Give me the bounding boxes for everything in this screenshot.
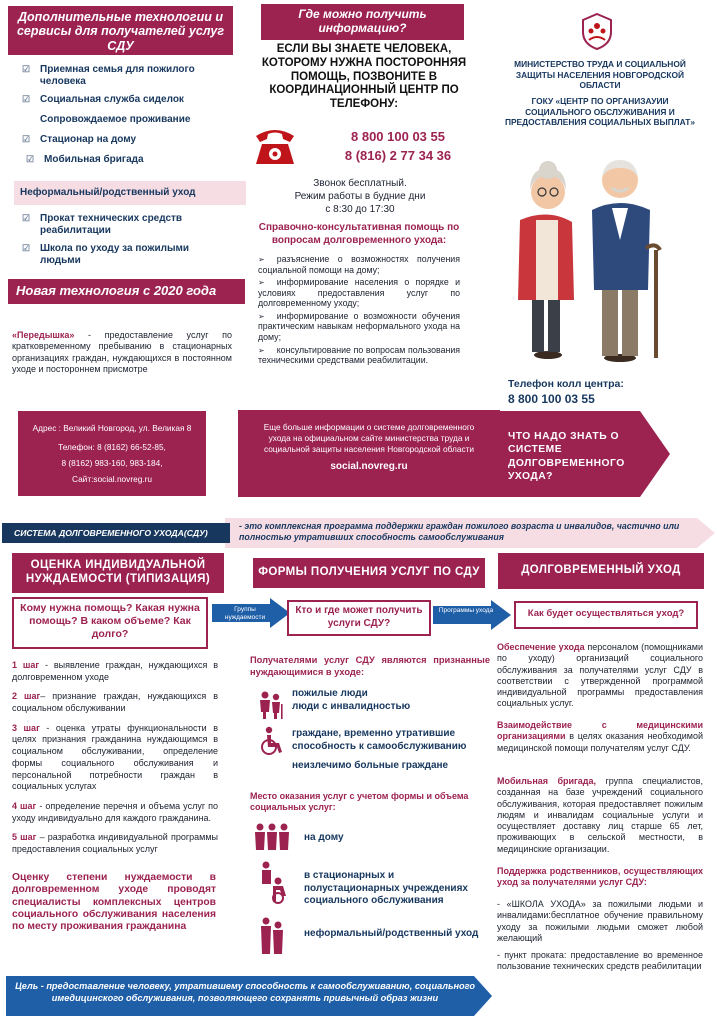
assessment-header: ОЦЕНКА ИНДИВИДУАЛЬНОЙ НУЖДАЕМОСТИ (ТИПИЗАЦИЯ) [12, 553, 224, 593]
peredyshka-text: «Передышка» - предоставление услуг по кратковременному пребыванию в стационарных организациях граждан, нуждающихся в постоянном уходе и постороннем присмотре [12, 330, 232, 374]
care-provision-text: Обеспечение ухода персоналом (помощниками по уходу) организаций социального обслуживания за получателями услуг СДУ в соответствии с утвержденной программой индивидуальной программы предоставления социальных услуг. [497, 642, 704, 709]
list-item: ☑ Прокат технических средств реабилитации [22, 213, 183, 236]
telephone-icon [250, 124, 300, 168]
recipients-group-1: пожилые люди люди с инвалидностью [292, 688, 411, 712]
step-item: 1 шаг - выявление граждан, нуждающихся в долговременном уходе [12, 660, 218, 682]
call-center: Телефон колл центра: 8 800 100 03 55 [508, 377, 698, 407]
list-item: ☑ Социальная служба сиделок [22, 94, 184, 105]
phone-numbers [318, 128, 478, 166]
ministry-name: МИНИСТЕРСТВО ТРУДА И СОЦИАЛЬНОЙ ЗАЩИТЫ НАСЕЛЕНИЯ НОВГОРОДСКОЙ ОБЛАСТИ [514, 59, 686, 90]
recipients-group-2: граждане, временно утратившие способность к самообслуживанию неизлечимо больные граждане [292, 728, 467, 771]
step-item: 2 шаг– признание граждан, нуждающихся в социальном обслуживании [12, 691, 218, 714]
checkbox-icon: ☑ [22, 134, 31, 144]
elderly-people-icon [256, 690, 284, 720]
checkbox-icon: ☑ [22, 64, 31, 74]
phone-2[interactable]: 8 (816) 2 77 34 36 [344, 147, 452, 163]
forms-header: ФОРМЫ ПОЛУЧЕНИЯ УСЛУГ ПО СДУ [253, 558, 485, 588]
care-school-text: - «ШКОЛА УХОДА» за пожилыми людьми и инвалидами:бесплатное обучение правильному уходу за пожилыми людьми сможет любой желающий [497, 899, 703, 943]
care-programs-arrow [433, 600, 511, 630]
how-care-question: Как будет осуществляться уход? [514, 601, 698, 629]
help-list [258, 254, 460, 368]
list-item: ☑ Стационар на дому [22, 134, 137, 145]
place-stationary: в стационарных и полустационарных учреждениях социального обслуживания [304, 870, 468, 906]
checkbox-icon: ☑ [22, 213, 31, 223]
home-care-icon [252, 822, 292, 852]
goal-text: Цель - предоставление человеку, утратившему способность к самообслуживанию, социального имедицинского обслуживания, позволяющего сохранять привычный образ жизни [15, 981, 475, 1003]
sds-description: - это комплексная программа поддержки граждан пожилого возраста и инвалидов, частично или полностью утративших способность самообслуживания [239, 521, 680, 542]
extra-services-list [22, 64, 232, 172]
address-block: Адрес : Великий Новгород, ул. Великая 8 Телефон: 8 (8162) 66-52-85, 8 (8162) 983-160, 983-184, Сайт:social.novreg.ru [18, 411, 206, 496]
list-item: ☑ Приемная семья для пожилого человека [22, 64, 195, 87]
list-item: ➢ консультирование по вопросам пользования техническими средствами реабилитации. [258, 345, 460, 366]
sds-label: СИСТЕМА ДОЛГОВРЕМЕННОГО УХОДА(СДУ) [2, 523, 230, 543]
phone-1[interactable]: 8 800 100 03 55 [351, 129, 445, 144]
extra-services-list-2 [22, 213, 232, 273]
informal-care-label: Неформальный/родственный уход [14, 181, 246, 205]
call-prompt: ЕСЛИ ВЫ ЗНАЕТЕ ЧЕЛОВЕКА, КОТОРОМУ НУЖНА ПОСТОРОННЯЯ ПОМОЩЬ, ПОЗВОНИТЕ В КООРДИНАЦИОННЫЙ ЦЕНТР ПО ТЕЛЕФОНУ: [261, 43, 467, 111]
step-item: 3 шаг - оценка утраты функциональности в целях признания гражданина нуждающимся в социальном обслуживании, определение формы социального обслуживания и персональной потребности граждан в социальных услугах [12, 722, 219, 792]
elderly-couple-illustration [508, 140, 678, 365]
site-link[interactable]: social.novreg.ru [330, 460, 408, 472]
needs-groups-label: Группы нуждаемости [224, 606, 266, 621]
list-item: Сопровождаемое проживание [40, 114, 191, 125]
working-hours: Звонок бесплатный. Режим работы в будние дни с 8:30 до 17:30 [294, 178, 426, 215]
help-title: Справочно-консультативная помощь по вопросам долговременного ухода: [258, 222, 460, 246]
what-to-know-label: ЧТО НАДО ЗНАТЬ О СИСТЕМЕ ДОЛГОВРЕМЕННОГО УХОДА? [508, 431, 625, 483]
step-item: 4 шаг - определение перечня и объема услуг по уходу индивидуально для каждого гражданина. [12, 800, 219, 823]
place-title: Место оказания услуг с учетом формы и объема социальных услуг: [250, 791, 469, 813]
goku-name: ГОКУ «ЦЕНТР ПО ОРГАНИЗАУИИ СОЦИАЛЬНОГО ОБСЛУЖИВАНИЯ И ПРЕДОСТАВЛЕНИЯ СОЦИАЛЬНЫХ ВЫПЛАТ» [504, 96, 696, 127]
assessment-conclusion: Оценку степени нуждаемости в долговременном уходе проводят специалисты комплексных центров социального обслуживания населения по месту проживания гражданина [12, 872, 216, 933]
recipients-title: Получателями услуг СДУ являются признанные нуждающимися в уходе: [250, 655, 490, 677]
care-programs-label: Программы ухода [438, 607, 494, 614]
medical-interaction-text: Взаимодействие с медицинскими организациями в целях оказания необходимой медицинской помощи получателям услуг СДУ. [497, 720, 703, 753]
list-item: ☑ Мобильная бригада [26, 154, 144, 165]
checkbox-icon: ☑ [22, 243, 31, 253]
assessment-question: Кому нужна помощь? Какая нужна помощь? В каком объеме? Как долго? [12, 597, 208, 649]
long-term-care-header: ДОЛГОВРЕМЕННЫЙ УХОД [498, 553, 704, 589]
who-where-question: Кто и где может получить услуги СДУ? [287, 600, 431, 636]
extra-services-header: Дополнительные технологии и сервисы для получателей услуг СДУ [8, 6, 233, 55]
wheelchair-icon [258, 726, 286, 756]
where-info-header: Где можно получить информацию? [261, 4, 464, 40]
list-item: ☑ Школа по уходу за пожилыми людьми [22, 243, 190, 266]
more-info-block: Еще больше информации о системе долговременного ухода на официальном сайте министерства труда и социальной защиты населения Новгородской области social.novreg.ru [238, 410, 500, 497]
informal-care-icon [258, 916, 286, 956]
list-item: ➢ информирование населения о порядке и условиях предоставления услуг по долговременному уходу; [258, 277, 460, 309]
place-informal: неформальный/родственный уход [304, 928, 479, 939]
ministry-emblem-icon [580, 12, 614, 50]
call-center-phone[interactable]: 8 800 100 03 55 [508, 392, 595, 407]
checkbox-icon: ☑ [26, 154, 35, 164]
new-technology-banner: Новая технология с 2020 года [8, 279, 245, 304]
relatives-support-title: Поддержка родственников, осуществляющих уход за получателями услуг СДУ: [497, 866, 703, 888]
step-item: 5 шаг – разработка индивидуальной программы предоставления социальных услуг [12, 832, 218, 854]
checkbox-icon: ☑ [22, 94, 31, 104]
assessment-steps [12, 660, 218, 864]
rental-point-text: - пункт проката: предоставление во временное пользование технических средств реабилитации [497, 950, 703, 972]
place-home: на дому [304, 832, 344, 843]
mobile-team-text: Мобильная бригада, группа специалистов, созданная на базе учреждений социального обслуживания, которая предоставляет пожилым людям и инвалидам социальные услуги и осуществляет доставку лиц старше 65 лет, проживающих в сельской местности, в медицинские организации. [497, 776, 703, 854]
list-item: ➢ разъяснение о возможностях получения социальной помощи на дому; [258, 254, 460, 275]
list-item: ➢ информирование о возможности обучения практическим навыкам неформального ухода на дому; [258, 311, 460, 343]
stationary-care-icon [256, 860, 290, 904]
